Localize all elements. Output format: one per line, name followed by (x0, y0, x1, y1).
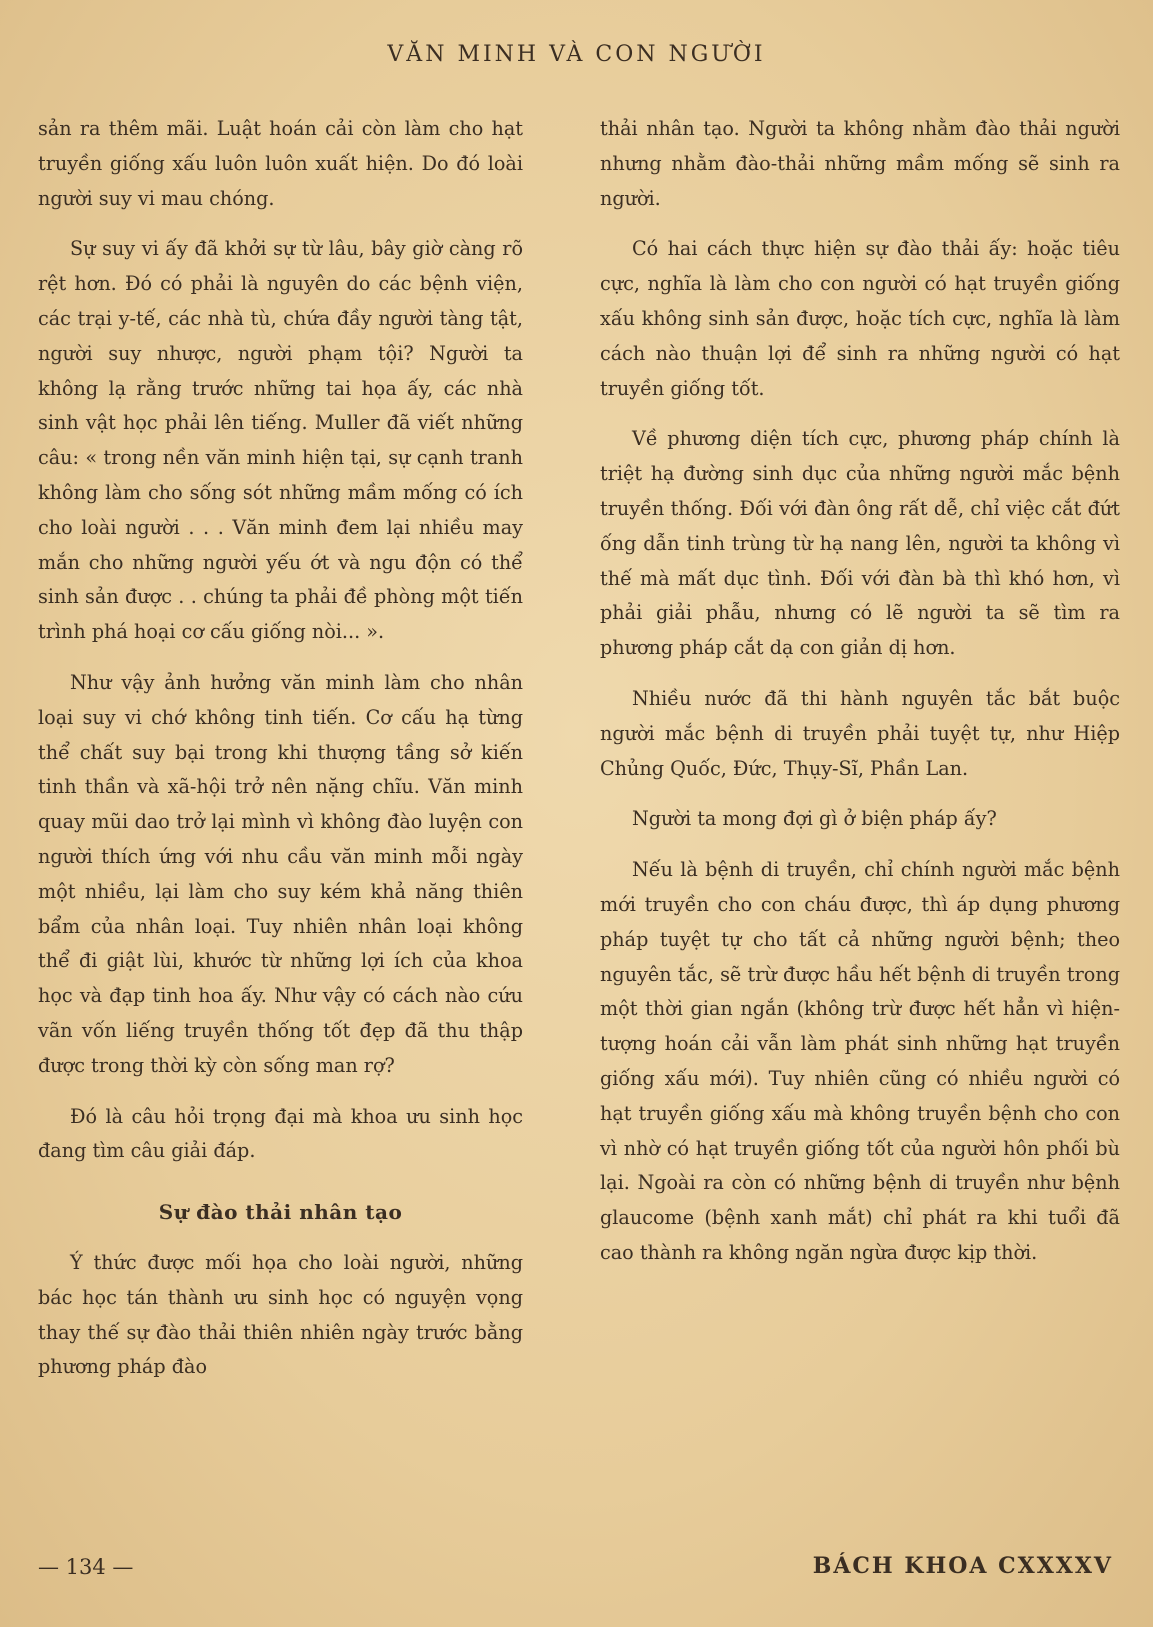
right-column (600, 112, 1120, 1287)
paragraph: Đó là câu hỏi trọng đại mà khoa ưu sinh học đang tìm câu giải đáp. (38, 1104, 523, 1163)
paragraph: Như vậy ảnh hưởng văn minh làm cho nhân loại suy vi chớ không tinh tiến. Cơ cấu hạ từng thể chất suy bại trong khi thượng tầng sở kiến tinh thần và xã-hội trở nên nặng chĩu. Văn minh quay mũi dao trở lại mình vì không đào luyện con người thích ứng với nhu cầu văn minh mỗi ngày một nhiều, lại làm cho suy kém khả năng thiên bẩm của nhân loại. Tuy nhiên nhân loại không thể đi giật lùi, khước từ những lợi ích của khoa học và đạp tinh hoa ấy. Như vậy có cách nào cứu vãn vốn liếng truyền thống tốt đẹp đã thu thập được trong thời kỳ còn sống man rợ? (38, 670, 523, 1077)
paragraph: Ý thức được mối họa cho loài người, những bác học tán thành ưu sinh học có nguyện vọng thay thế sự đào thải thiên nhiên ngày trước bằng phương pháp đào (38, 1250, 523, 1379)
paragraph: Người ta mong đợi gì ở biện pháp ấy? (632, 807, 997, 831)
paragraph: Có hai cách thực hiện sự đào thải ấy: hoặc tiêu cực, nghĩa là làm cho con người có hạt truyền giống xấu không sinh sản được, hoặc tích cực, nghĩa là làm cách nào thuận lợi để sinh ra những người có hạt truyền giống tốt. (600, 237, 1120, 400)
page-number: — 134 — (38, 1555, 134, 1579)
left-column (38, 112, 523, 1401)
paragraph: sản ra thêm mãi. Luật hoán cải còn làm cho hạt truyền giống xấu luôn luôn xuất hiện. Do đó loài người suy vi mau chóng. (38, 117, 523, 210)
paragraph: Sự suy vi ấy đã khởi sự từ lâu, bây giờ càng rõ rệt hơn. Đó có phải là nguyên do các bệnh viện, các trại y-tế, các nhà tù, chứa đầy người tàng tật, người suy nhược, người phạm tội? Người ta không lạ rằng trước những tai họa ấy, các nhà sinh vật học phải lên tiếng. Muller đã viết những câu: « trong nền văn minh hiện tại, sự cạnh tranh không làm cho sống sót những mầm mống có ích cho loài người . . . Văn minh đem lại nhiều may mắn cho những người yếu ớt và ngu độn có thể sinh sản được . . chúng ta phải đề phòng một tiến trình phá hoại cơ cấu giống nòi... ». (38, 237, 523, 644)
paragraph: thải nhân tạo. Người ta không nhằm đào thải người nhưng nhằm đào-thải những mầm mống sẽ sinh ra người. (600, 117, 1120, 210)
magazine-title: BÁCH KHOA CXXXXV (812, 1553, 1113, 1579)
paragraph: Nếu là bệnh di truyền, chỉ chính người mắc bệnh mới truyền cho con cháu được, thì áp dụng phương pháp tuyệt tự cho tất cả những người bệnh; theo nguyên tắc, sẽ trừ được hầu hết bệnh di truyền trong một thời gian ngắn (không trừ được hết hẳn vì hiện-tượng hoán cải vẫn làm phát sinh những hạt truyền giống xấu mới). Tuy nhiên cũng có nhiều người có hạt truyền giống xấu mà không truyền bệnh cho con vì nhờ có hạt truyền giống tốt của người hôn phối bù lại. Ngoài ra còn có những bệnh di truyền như bệnh glaucome (bệnh xanh mắt) chỉ phát ra khi tuổi đã cao thành ra không ngăn ngừa được kịp thời. (600, 858, 1120, 1264)
section-heading: Sự đào thải nhân tạo (158, 1200, 403, 1225)
paragraph: Nhiều nước đã thi hành nguyên tắc bắt buộc người mắc bệnh di truyền phải tuyệt tự, như Hiệp Chủng Quốc, Đức, Thụy-Sĩ, Phần Lan. (600, 686, 1120, 780)
paragraph: Về phương diện tích cực, phương pháp chính là triệt hạ đường sinh dục của những người mắc bệnh truyền thống. Đối với đàn ông rất dễ, chỉ việc cắt đứt ống dẫn tinh trùng từ hạ nang lên, người ta không vì thế mà mất dục tình. Đối với đàn bà thì khó hơn, vì phải giải phẫu, nhưng có lẽ người ta sẽ tìm ra phương pháp cắt dạ con giản dị hơn. (600, 427, 1120, 660)
running-header: VĂN MINH VÀ CON NGƯỜI (387, 42, 766, 67)
